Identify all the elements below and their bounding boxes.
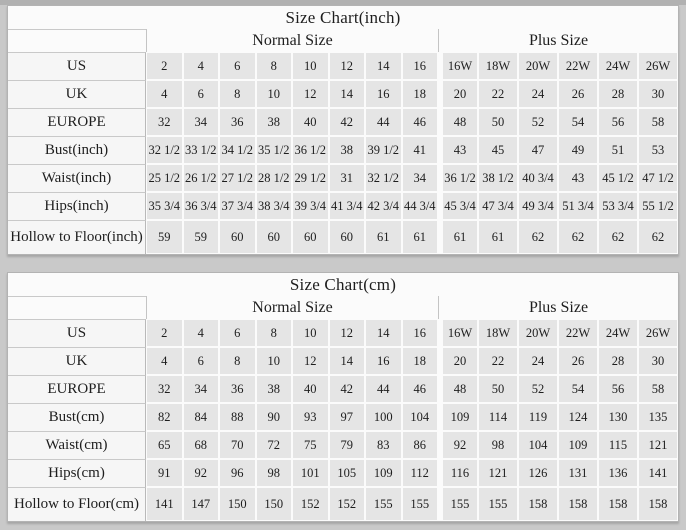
value-cell: 41 3/4 — [329, 192, 366, 220]
value-cell: 32 1/2 — [146, 136, 183, 164]
value-cell: 82 — [146, 403, 183, 431]
value-cell: 8 — [219, 347, 256, 375]
value-cell: 105 — [329, 459, 366, 487]
value-cell: 40 — [292, 108, 329, 136]
value-cell: 8 — [219, 80, 256, 108]
value-cell: 50 — [478, 375, 518, 403]
value-cell: 26 — [558, 80, 598, 108]
value-cell: 35 3/4 — [146, 192, 183, 220]
value-cell: 6 — [183, 80, 220, 108]
table-row — [8, 375, 678, 403]
value-cell: 61 — [402, 220, 439, 254]
value-cell: 61 — [438, 220, 478, 254]
column-group-row — [8, 29, 678, 52]
value-cell: 31 — [329, 164, 366, 192]
table-row — [8, 164, 678, 192]
column-group-row — [8, 296, 678, 319]
value-cell: 58 — [638, 108, 678, 136]
value-cell: 44 — [365, 375, 402, 403]
value-cell: 112 — [402, 459, 439, 487]
value-cell: 14 — [329, 347, 366, 375]
value-cell: 130 — [598, 403, 638, 431]
value-cell: 44 3/4 — [402, 192, 439, 220]
value-cell: 38 — [256, 108, 293, 136]
value-cell: 16W — [438, 52, 478, 80]
value-cell: 4 — [183, 319, 220, 347]
value-cell: 18W — [478, 319, 518, 347]
value-cell: 56 — [598, 375, 638, 403]
value-cell: 47 1/2 — [638, 164, 678, 192]
value-cell: 39 1/2 — [365, 136, 402, 164]
value-cell: 16W — [438, 319, 478, 347]
value-cell: 4 — [146, 80, 183, 108]
value-cell: 49 3/4 — [518, 192, 558, 220]
value-cell: 32 — [146, 375, 183, 403]
value-cell: 18W — [478, 52, 518, 80]
value-cell: 20W — [518, 52, 558, 80]
value-cell: 36 — [219, 375, 256, 403]
title-row — [8, 273, 678, 296]
table-title: Size Chart(cm) — [289, 274, 397, 294]
value-cell: 28 1/2 — [256, 164, 293, 192]
value-cell: 56 — [598, 108, 638, 136]
value-cell: 40 3/4 — [518, 164, 558, 192]
value-cell: 136 — [598, 459, 638, 487]
value-cell: 158 — [558, 487, 598, 521]
value-cell: 38 — [256, 375, 293, 403]
value-cell: 93 — [292, 403, 329, 431]
value-cell: 32 1/2 — [365, 164, 402, 192]
row-label: US — [8, 52, 146, 80]
value-cell: 10 — [256, 347, 293, 375]
value-cell: 36 3/4 — [183, 192, 220, 220]
value-cell: 47 3/4 — [478, 192, 518, 220]
value-cell: 88 — [219, 403, 256, 431]
value-cell: 18 — [402, 347, 439, 375]
value-cell: 158 — [598, 487, 638, 521]
value-cell: 2 — [146, 52, 183, 80]
value-cell: 27 1/2 — [219, 164, 256, 192]
value-cell: 28 — [598, 80, 638, 108]
row-label: Bust(inch) — [8, 136, 146, 164]
value-cell: 98 — [256, 459, 293, 487]
value-cell: 109 — [365, 459, 402, 487]
value-cell: 37 3/4 — [219, 192, 256, 220]
table-row — [8, 192, 678, 220]
value-cell: 20W — [518, 319, 558, 347]
value-cell: 20 — [438, 347, 478, 375]
value-cell: 75 — [292, 431, 329, 459]
table-row — [8, 403, 678, 431]
value-cell: 38 — [329, 136, 366, 164]
value-cell: 42 3/4 — [365, 192, 402, 220]
value-cell: 6 — [183, 347, 220, 375]
value-cell: 4 — [183, 52, 220, 80]
value-cell: 33 1/2 — [183, 136, 220, 164]
value-cell: 55 1/2 — [638, 192, 678, 220]
value-cell: 34 — [183, 108, 220, 136]
value-cell: 121 — [638, 431, 678, 459]
row-label: Hips(inch) — [8, 192, 146, 220]
value-cell: 62 — [518, 220, 558, 254]
value-cell: 65 — [146, 431, 183, 459]
value-cell: 14 — [365, 52, 402, 80]
value-cell: 22W — [558, 319, 598, 347]
plus-size-group-header: Plus Size — [438, 296, 678, 319]
size-chart-inch-table — [7, 5, 679, 255]
value-cell: 50 — [478, 108, 518, 136]
value-cell: 12 — [329, 319, 366, 347]
value-cell: 14 — [365, 319, 402, 347]
table-title: Size Chart(inch) — [285, 7, 401, 27]
table-row — [8, 487, 678, 521]
value-cell: 42 — [329, 375, 366, 403]
value-cell: 59 — [183, 220, 220, 254]
row-label: Waist(inch) — [8, 164, 146, 192]
normal-size-group-header: Normal Size — [146, 296, 438, 319]
value-cell: 43 — [558, 164, 598, 192]
value-cell: 60 — [292, 220, 329, 254]
value-cell: 51 — [598, 136, 638, 164]
value-cell: 155 — [402, 487, 439, 521]
value-cell: 68 — [183, 431, 220, 459]
size-chart-cm-table — [7, 272, 679, 522]
value-cell: 59 — [146, 220, 183, 254]
value-cell: 36 1/2 — [438, 164, 478, 192]
value-cell: 8 — [256, 319, 293, 347]
row-label: UK — [8, 347, 146, 375]
value-cell: 24 — [518, 347, 558, 375]
row-label: UK — [8, 80, 146, 108]
value-cell: 155 — [478, 487, 518, 521]
value-cell: 26 — [558, 347, 598, 375]
value-cell: 16 — [402, 319, 439, 347]
value-cell: 124 — [558, 403, 598, 431]
value-cell: 2 — [146, 319, 183, 347]
corner-cell — [8, 296, 146, 319]
value-cell: 24W — [598, 52, 638, 80]
value-cell: 100 — [365, 403, 402, 431]
value-cell: 158 — [518, 487, 558, 521]
value-cell: 6 — [219, 52, 256, 80]
value-cell: 84 — [183, 403, 220, 431]
value-cell: 30 — [638, 80, 678, 108]
value-cell: 155 — [365, 487, 402, 521]
row-label: US — [8, 319, 146, 347]
value-cell: 62 — [598, 220, 638, 254]
value-cell: 20 — [438, 80, 478, 108]
value-cell: 91 — [146, 459, 183, 487]
normal-size-group-header: Normal Size — [146, 29, 438, 52]
value-cell: 97 — [329, 403, 366, 431]
value-cell: 49 — [558, 136, 598, 164]
table-row — [8, 459, 678, 487]
value-cell: 131 — [558, 459, 598, 487]
value-cell: 114 — [478, 403, 518, 431]
value-cell: 26W — [638, 319, 678, 347]
value-cell: 12 — [329, 52, 366, 80]
value-cell: 44 — [365, 108, 402, 136]
value-cell: 45 3/4 — [438, 192, 478, 220]
value-cell: 101 — [292, 459, 329, 487]
value-cell: 47 — [518, 136, 558, 164]
value-cell: 150 — [256, 487, 293, 521]
value-cell: 141 — [146, 487, 183, 521]
value-cell: 24W — [598, 319, 638, 347]
value-cell: 79 — [329, 431, 366, 459]
value-cell: 41 — [402, 136, 439, 164]
row-label: Waist(cm) — [8, 431, 146, 459]
value-cell: 150 — [219, 487, 256, 521]
value-cell: 104 — [402, 403, 439, 431]
value-cell: 36 1/2 — [292, 136, 329, 164]
value-cell: 46 — [402, 375, 439, 403]
table-row — [8, 52, 678, 80]
corner-cell — [8, 29, 146, 52]
value-cell: 26 1/2 — [183, 164, 220, 192]
value-cell: 126 — [518, 459, 558, 487]
value-cell: 10 — [292, 319, 329, 347]
row-label: EUROPE — [8, 108, 146, 136]
value-cell: 24 — [518, 80, 558, 108]
value-cell: 109 — [438, 403, 478, 431]
value-cell: 8 — [256, 52, 293, 80]
value-cell: 4 — [146, 347, 183, 375]
value-cell: 86 — [402, 431, 439, 459]
value-cell: 158 — [638, 487, 678, 521]
value-cell: 96 — [219, 459, 256, 487]
value-cell: 30 — [638, 347, 678, 375]
value-cell: 32 — [146, 108, 183, 136]
value-cell: 54 — [558, 375, 598, 403]
value-cell: 38 1/2 — [478, 164, 518, 192]
value-cell: 135 — [638, 403, 678, 431]
value-cell: 60 — [219, 220, 256, 254]
value-cell: 34 — [183, 375, 220, 403]
value-cell: 152 — [292, 487, 329, 521]
value-cell: 58 — [638, 375, 678, 403]
value-cell: 53 — [638, 136, 678, 164]
value-cell: 92 — [438, 431, 478, 459]
table-row — [8, 80, 678, 108]
value-cell: 45 1/2 — [598, 164, 638, 192]
row-label: EUROPE — [8, 375, 146, 403]
value-cell: 46 — [402, 108, 439, 136]
value-cell: 116 — [438, 459, 478, 487]
value-cell: 38 3/4 — [256, 192, 293, 220]
value-cell: 35 1/2 — [256, 136, 293, 164]
value-cell: 155 — [438, 487, 478, 521]
value-cell: 52 — [518, 375, 558, 403]
value-cell: 60 — [329, 220, 366, 254]
value-cell: 36 — [219, 108, 256, 136]
value-cell: 104 — [518, 431, 558, 459]
row-label: Hollow to Floor(inch) — [8, 220, 146, 254]
value-cell: 18 — [402, 80, 439, 108]
value-cell: 121 — [478, 459, 518, 487]
value-cell: 72 — [256, 431, 293, 459]
value-cell: 48 — [438, 375, 478, 403]
value-cell: 52 — [518, 108, 558, 136]
value-cell: 10 — [256, 80, 293, 108]
value-cell: 92 — [183, 459, 220, 487]
value-cell: 152 — [329, 487, 366, 521]
value-cell: 70 — [219, 431, 256, 459]
value-cell: 14 — [329, 80, 366, 108]
value-cell: 6 — [219, 319, 256, 347]
value-cell: 22 — [478, 347, 518, 375]
value-cell: 34 1/2 — [219, 136, 256, 164]
value-cell: 25 1/2 — [146, 164, 183, 192]
value-cell: 34 — [402, 164, 439, 192]
table-row — [8, 431, 678, 459]
value-cell: 60 — [256, 220, 293, 254]
table-row — [8, 347, 678, 375]
value-cell: 45 — [478, 136, 518, 164]
value-cell: 62 — [638, 220, 678, 254]
value-cell: 62 — [558, 220, 598, 254]
value-cell: 22 — [478, 80, 518, 108]
value-cell: 26W — [638, 52, 678, 80]
value-cell: 16 — [365, 347, 402, 375]
value-cell: 40 — [292, 375, 329, 403]
value-cell: 54 — [558, 108, 598, 136]
value-cell: 28 — [598, 347, 638, 375]
table-row — [8, 319, 678, 347]
value-cell: 53 3/4 — [598, 192, 638, 220]
value-cell: 16 — [402, 52, 439, 80]
value-cell: 12 — [292, 347, 329, 375]
value-cell: 109 — [558, 431, 598, 459]
value-cell: 51 3/4 — [558, 192, 598, 220]
value-cell: 43 — [438, 136, 478, 164]
value-cell: 39 3/4 — [292, 192, 329, 220]
value-cell: 115 — [598, 431, 638, 459]
value-cell: 29 1/2 — [292, 164, 329, 192]
title-row — [8, 6, 678, 29]
table-row — [8, 136, 678, 164]
table-row — [8, 220, 678, 254]
value-cell: 83 — [365, 431, 402, 459]
value-cell: 42 — [329, 108, 366, 136]
value-cell: 61 — [478, 220, 518, 254]
row-label: Hips(cm) — [8, 459, 146, 487]
table-row — [8, 108, 678, 136]
value-cell: 10 — [292, 52, 329, 80]
plus-size-group-header: Plus Size — [438, 29, 678, 52]
value-cell: 90 — [256, 403, 293, 431]
value-cell: 61 — [365, 220, 402, 254]
value-cell: 119 — [518, 403, 558, 431]
value-cell: 48 — [438, 108, 478, 136]
value-cell: 12 — [292, 80, 329, 108]
value-cell: 147 — [183, 487, 220, 521]
value-cell: 22W — [558, 52, 598, 80]
value-cell: 98 — [478, 431, 518, 459]
value-cell: 141 — [638, 459, 678, 487]
row-label: Hollow to Floor(cm) — [8, 487, 146, 521]
value-cell: 16 — [365, 80, 402, 108]
row-label: Bust(cm) — [8, 403, 146, 431]
